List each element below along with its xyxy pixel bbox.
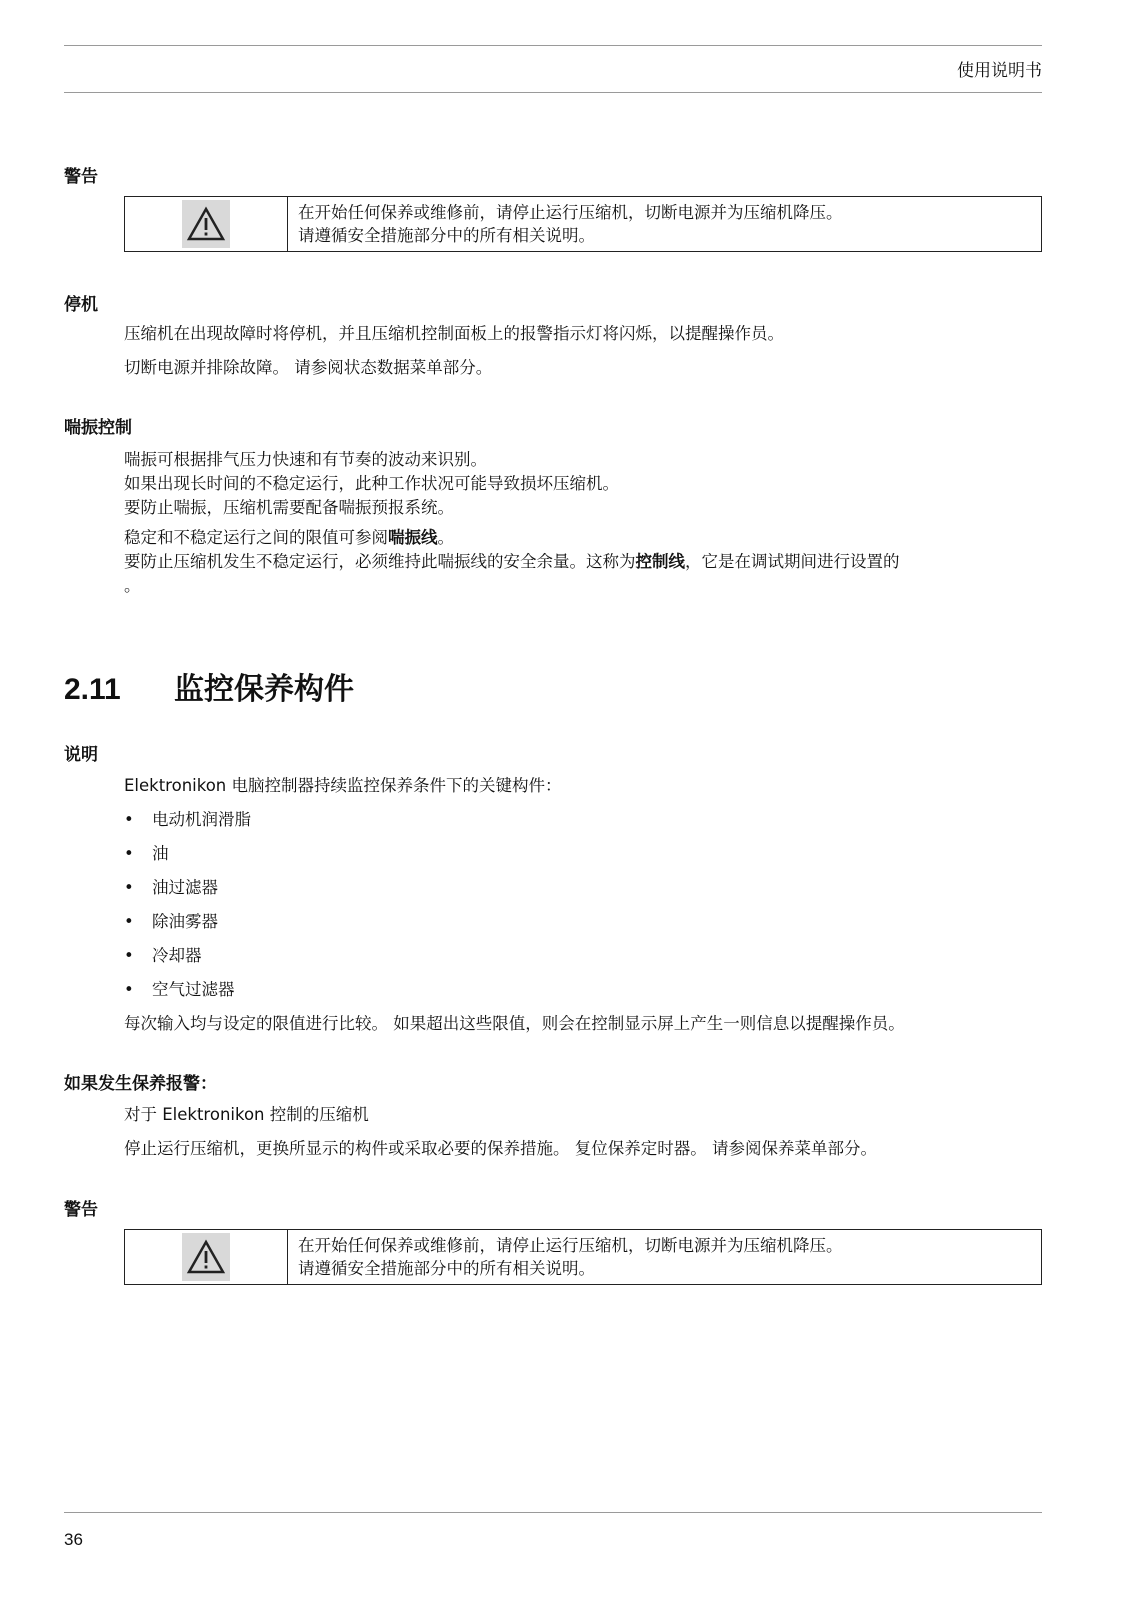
surge-paragraph [124, 448, 619, 520]
text-fragment: 要防止压缩机发生不稳定运行，必须维持此喘振线的安全余量。这称为 [124, 552, 636, 571]
paragraph: 切断电源并排除故障。 请参阅状态数据菜单部分。 [124, 358, 493, 377]
header-top-rule [64, 45, 1042, 46]
list-item [124, 978, 235, 1002]
section-title-text: 监控保养构件 [174, 673, 354, 706]
list-item-label: 油 [152, 844, 169, 863]
text-fragment: 。 [437, 528, 454, 547]
header-bottom-rule [64, 92, 1042, 93]
bullet-icon: • [124, 810, 134, 829]
list-item [124, 910, 218, 934]
warning-triangle-icon [182, 200, 230, 248]
warning-box [124, 196, 1042, 252]
description-intro: Elektronikon 电脑控制器持续监控保养条件下的关键构件： [124, 776, 562, 795]
list-item [124, 876, 218, 900]
bullet-icon: • [124, 912, 134, 931]
warning-icon-cell [125, 197, 288, 251]
bullet-icon: • [124, 946, 134, 965]
warning-icon-cell [125, 1230, 288, 1284]
list-item-label: 油过滤器 [152, 878, 218, 897]
warning-line: 请遵循安全措施部分中的所有相关说明。 [298, 226, 595, 245]
alarm-heading: 如果发生保养报警： [64, 1074, 217, 1094]
text-line: 喘振可根据排气压力快速和有节奏的波动来识别。 [124, 450, 487, 469]
list-item-label: 空气过滤器 [152, 980, 235, 999]
list-item [124, 842, 169, 866]
paragraph: 停止运行压缩机，更换所显示的构件或采取必要的保养措施。 复位保养定时器。 请参阅保养菜单部分。 [124, 1139, 877, 1158]
warning-heading: 警告 [64, 167, 98, 187]
surge-heading: 喘振控制 [64, 418, 132, 438]
warning-box [124, 1229, 1042, 1285]
list-item [124, 808, 251, 832]
warning-line: 在开始任何保养或维修前，请停止运行压缩机，切断电源并为压缩机降压。 [298, 203, 843, 222]
text-fragment: ，它是在调试期间进行设置的 [685, 552, 900, 571]
warning-text [288, 1230, 853, 1284]
text-line: 如果出现长时间的不稳定运行，此种工作状况可能导致损坏压缩机。 [124, 474, 619, 493]
header-title: 使用说明书 [957, 61, 1042, 81]
bullet-icon: • [124, 878, 134, 897]
description-heading: 说明 [64, 745, 98, 765]
footer-rule [64, 1512, 1042, 1513]
bullet-icon: • [124, 980, 134, 999]
bullet-icon: • [124, 844, 134, 863]
list-item [124, 944, 202, 968]
list-item-label: 除油雾器 [152, 912, 218, 931]
page-number: 36 [64, 1530, 83, 1549]
warning-triangle-icon [182, 1233, 230, 1281]
list-item-label: 冷却器 [152, 946, 202, 965]
warning-line: 在开始任何保养或维修前，请停止运行压缩机，切断电源并为压缩机降压。 [298, 1236, 843, 1255]
surge-line-paragraph [124, 526, 900, 598]
section-number: 2.11 [64, 673, 121, 706]
text-line: 。 [124, 576, 141, 595]
text-fragment: 稳定和不稳定运行之间的限值可参阅 [124, 528, 388, 547]
list-item-label: 电动机润滑脂 [152, 810, 251, 829]
section-title [64, 664, 354, 708]
warning-line: 请遵循安全措施部分中的所有相关说明。 [298, 1259, 595, 1278]
warning-text [288, 197, 853, 251]
text-line [124, 526, 900, 550]
text-line [124, 550, 900, 574]
text-line: 要防止喘振，压缩机需要配备喘振预报系统。 [124, 498, 454, 517]
paragraph: 压缩机在出现故障时将停机，并且压缩机控制面板上的报警指示灯将闪烁，以提醒操作员。 [124, 324, 784, 343]
description-outro: 每次输入均与设定的限值进行比较。 如果超出这些限值，则会在控制显示屏上产生一则信息以提醒操作员。 [124, 1014, 905, 1033]
control-line-term: 控制线 [635, 552, 685, 571]
shutdown-heading: 停机 [64, 295, 98, 315]
warning-heading: 警告 [64, 1200, 98, 1220]
surge-line-term: 喘振线 [388, 528, 438, 547]
paragraph: 对于 Elektronikon 控制的压缩机 [124, 1105, 369, 1124]
